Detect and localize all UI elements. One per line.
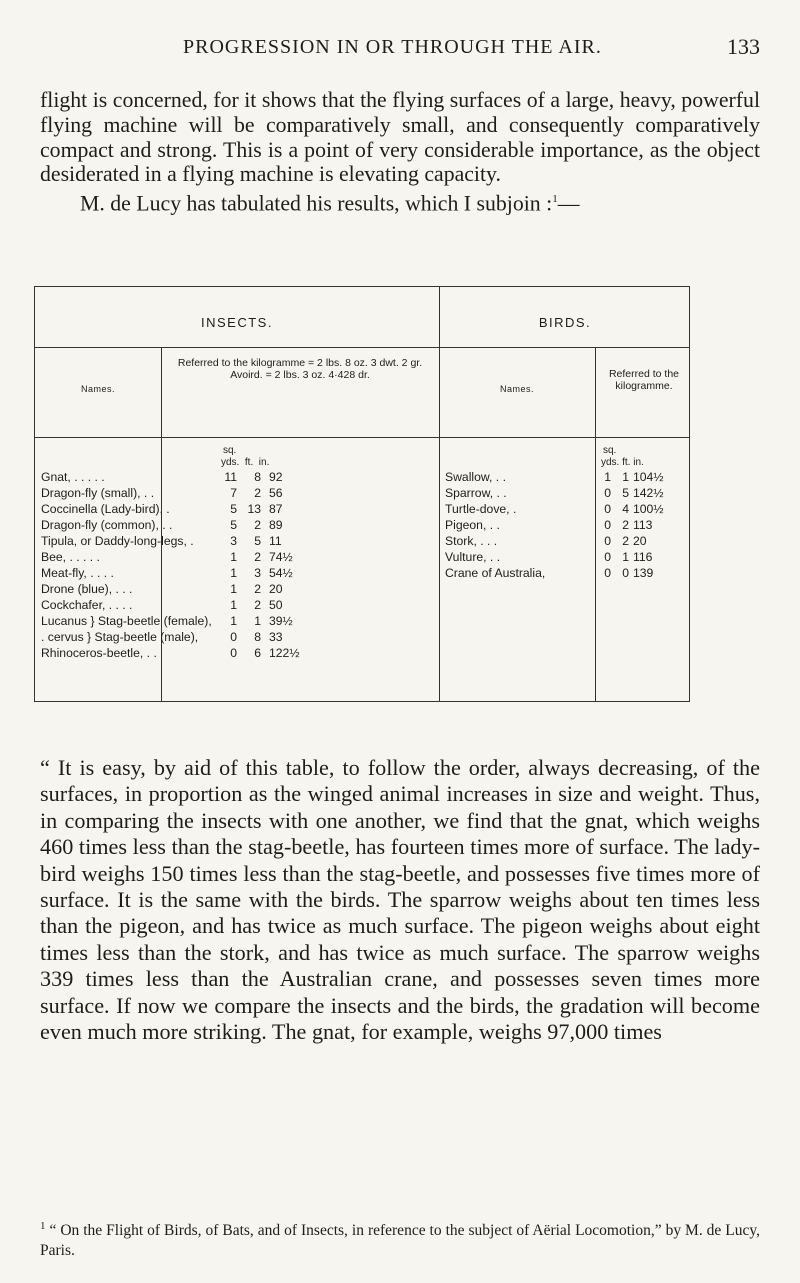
- row-yds: 1: [604, 470, 611, 484]
- row-ft: 0: [622, 566, 629, 580]
- row-name: Dragon-fly (small), . .: [41, 486, 155, 500]
- row-name: Cockchafer, . . . .: [41, 598, 133, 612]
- intro-lead-in: M. de Lucy has tabulated his results, which I subjoin :: [80, 191, 553, 216]
- birds-units: yds. ft. in.: [601, 457, 644, 468]
- intro-dash: —: [557, 191, 580, 216]
- row-yds: 0: [230, 630, 237, 644]
- table-row: [445, 533, 687, 549]
- table-row: [445, 485, 687, 501]
- row-yds: 3: [230, 534, 237, 548]
- discussion-paragraph: “ It is easy, by aid of this table, to follow the order, always decreasing, of the surfaces, in proportion as the winged animal increases in size and weight. Thus, in comparing the insects with one another, we find that the gnat, which weighs 460 times less than the stag-beetle, has fourteen times more of surface. The lady-bird weighs 150 times less than the stag-beetle, and possesses five times more of surface. It is the same with the birds. The sparrow weighs about ten times less than the pigeon, and has twice as much surface. The pigeon weighs about eight times less than the stork, and has twice as much surface. The sparrow weighs 339 times less than the Australian crane, and possesses seven times more surface. If now we compare the insects and the birds, the gradation will become even much more striking. The gnat, for example, weighs 97,000 times: [40, 755, 760, 1045]
- row-name: Dragon-fly (common), . .: [41, 518, 173, 532]
- row-ft: 2: [254, 518, 261, 532]
- row-ft: 3: [254, 566, 261, 580]
- row-name: Drone (blue), . . .: [41, 582, 133, 596]
- row-in: 116: [633, 550, 653, 564]
- row-name: Rhinoceros-beetle, . .: [41, 646, 157, 660]
- row-ft: 2: [254, 598, 261, 612]
- row-in: 20: [633, 534, 647, 548]
- row-ft: 1: [622, 470, 629, 484]
- table-row: [445, 517, 687, 533]
- table-row: [445, 565, 687, 581]
- row-name: Vulture, . .: [445, 550, 501, 564]
- table-row: [41, 645, 435, 661]
- row-name: Sparrow, . .: [445, 486, 507, 500]
- row-in: 139: [633, 566, 654, 580]
- row-in: 113: [633, 518, 653, 532]
- row-yds: 5: [230, 518, 237, 532]
- table-row: [445, 469, 687, 485]
- row-yds: 0: [604, 486, 611, 500]
- table-rule-1: [35, 347, 689, 348]
- row-yds: 1: [230, 582, 237, 596]
- row-ft: 2: [254, 550, 261, 564]
- footnote-text: “ On the Flight of Birds, of Bats, and of Insects, in reference to the subject of Aërial Locomotion,” by M. de Lucy, Paris.: [40, 1222, 761, 1260]
- table-row: [41, 549, 435, 565]
- table-row: [445, 501, 687, 517]
- row-in: 33: [269, 630, 283, 644]
- row-ft: 2: [254, 486, 261, 500]
- row-ft: 8: [254, 630, 261, 644]
- row-yds: 1: [230, 566, 237, 580]
- row-name: Lucanus } Stag-beetle (female),: [41, 614, 212, 628]
- row-ft: 1: [622, 550, 629, 564]
- row-ft: 4: [622, 502, 629, 516]
- row-name: Stork, . . .: [445, 534, 498, 548]
- row-name: Pigeon, . .: [445, 518, 500, 532]
- row-yds: 0: [604, 502, 611, 516]
- row-in: 89: [269, 518, 283, 532]
- insects-reference-head: Referred to the kilogramme = 2 lbs. 8 oz. 3 dwt. 2 gr. Avoird. = 2 lbs. 3 oz. 4·428 dr.: [177, 357, 423, 381]
- row-name: Meat-fly, . . . .: [41, 566, 114, 580]
- insects-names-head: Names.: [80, 384, 115, 394]
- row-ft: 2: [622, 518, 629, 532]
- table-row: [41, 469, 435, 485]
- table-row: [41, 565, 435, 581]
- intro-text: flight is concerned, for it shows that the flying surfaces of a large, heavy, powerful flying machine will be comparatively small, and consequently comparatively compact and strong. This is a point of very considerable importance, as the object desiderated in a flying machine is elevating capacity.: [40, 88, 760, 187]
- footnote-reference: 1: [552, 193, 558, 206]
- row-yds: 7: [230, 486, 237, 500]
- table-row: [41, 581, 435, 597]
- row-ft: 13: [247, 502, 261, 516]
- row-name: . cervus } Stag-beetle (male),: [41, 630, 199, 644]
- row-yds: 1: [230, 598, 237, 612]
- table-rule-2: [35, 437, 689, 438]
- table-row: [41, 629, 435, 645]
- birds-names-head: Names.: [499, 384, 534, 394]
- table-row: [445, 549, 687, 565]
- row-yds: 5: [230, 502, 237, 516]
- page-number: 133: [727, 34, 760, 59]
- row-ft: 1: [254, 614, 261, 628]
- running-head: PROGRESSION IN OR THROUGH THE AIR.: [183, 36, 602, 58]
- row-in: 20: [269, 582, 283, 596]
- table-row: [41, 533, 435, 549]
- row-ft: 6: [254, 646, 261, 660]
- row-name: Swallow, . .: [445, 470, 506, 484]
- row-in: 92: [269, 470, 283, 484]
- row-name: Gnat, . . . . .: [41, 470, 105, 484]
- row-in: 39½: [269, 614, 293, 628]
- insects-title: INSECTS.: [201, 315, 273, 330]
- row-yds: 0: [604, 518, 611, 532]
- row-ft: 2: [622, 534, 629, 548]
- insects-units-sq: sq.: [223, 445, 237, 456]
- row-in: 104½: [633, 470, 664, 484]
- row-ft: 8: [254, 470, 261, 484]
- intro-paragraph: [40, 88, 760, 216]
- row-yds: 11: [224, 470, 237, 484]
- table-row: [41, 501, 435, 517]
- row-in: 87: [269, 502, 283, 516]
- row-in: 50: [269, 598, 283, 612]
- row-yds: 1: [230, 614, 237, 628]
- row-yds: 0: [604, 550, 611, 564]
- table-divider-main: [439, 287, 440, 701]
- birds-units-sq: sq.: [603, 445, 617, 456]
- row-name: Bee, . . . . .: [41, 550, 100, 564]
- row-yds: 0: [604, 566, 611, 580]
- footnote: [40, 1216, 760, 1261]
- row-name: Tipula, or Daddy-long-legs, .: [41, 534, 194, 548]
- birds-title: BIRDS.: [538, 315, 592, 330]
- table-row: [41, 517, 435, 533]
- row-in: 56: [269, 486, 283, 500]
- row-in: 142½: [633, 486, 664, 500]
- page-header: [40, 28, 760, 68]
- row-in: 54½: [269, 566, 293, 580]
- row-yds: 0: [604, 534, 611, 548]
- row-in: 100½: [633, 502, 664, 516]
- row-yds: 0: [230, 646, 237, 660]
- row-yds: 1: [230, 550, 237, 564]
- table-row: [41, 485, 435, 501]
- surface-table: [34, 286, 690, 702]
- table-row: [41, 597, 435, 613]
- bird-rows: [445, 469, 687, 581]
- row-name: Turtle-dove, .: [445, 502, 517, 516]
- row-ft: 5: [622, 486, 629, 500]
- row-ft: 5: [254, 534, 261, 548]
- row-in: 11: [269, 534, 282, 548]
- insects-units: yds. ft. in.: [221, 457, 270, 468]
- row-name: Crane of Australia,: [445, 566, 546, 580]
- birds-reference-head: Referred to the kilogramme.: [608, 368, 680, 392]
- row-in: 122½: [269, 646, 300, 660]
- row-in: 74½: [269, 550, 293, 564]
- insect-rows: [41, 469, 435, 661]
- table-row: [41, 613, 435, 629]
- footnote-mark: 1: [40, 1220, 46, 1232]
- row-ft: 2: [254, 582, 261, 596]
- row-name: Coccinella (Lady-bird), .: [41, 502, 170, 516]
